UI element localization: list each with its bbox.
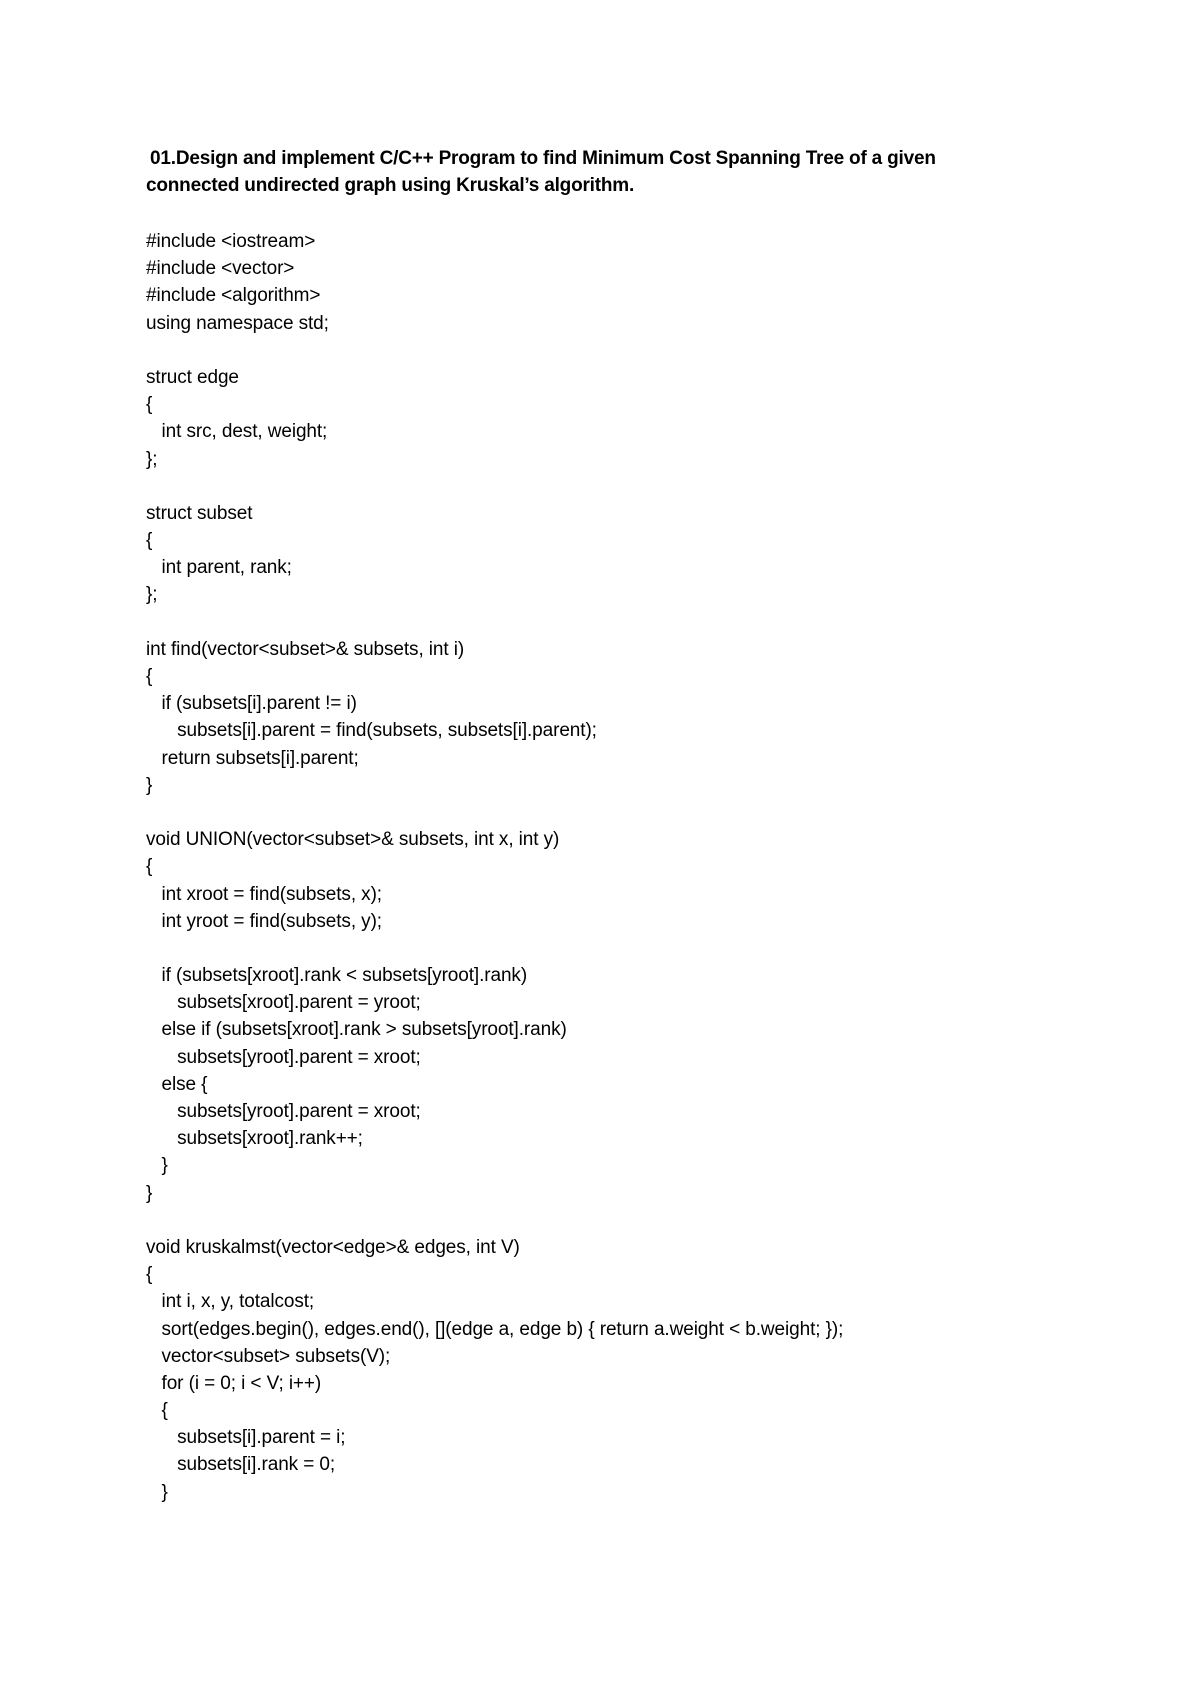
code-line: subsets[xroot].parent = yroot;	[146, 992, 421, 1014]
code-line	[146, 935, 843, 962]
code-block	[146, 228, 843, 1506]
code-line: void kruskalmst(vector<edge>& edges, int V)	[146, 1236, 520, 1258]
code-line: {	[146, 1264, 153, 1286]
code-line: subsets[yroot].parent = xroot;	[146, 1101, 421, 1122]
code-line: vector<subset> subsets(V);	[146, 1345, 391, 1367]
code-line: };	[146, 448, 158, 470]
code-line	[146, 473, 843, 500]
code-line	[146, 609, 843, 636]
code-line: {	[146, 394, 153, 416]
code-line: };	[146, 584, 158, 606]
code-line: int i, x, y, totalcost;	[146, 1291, 315, 1313]
code-line: }	[146, 1155, 168, 1177]
code-line: struct subset	[146, 502, 253, 524]
code-line: subsets[i].rank = 0;	[146, 1454, 336, 1476]
code-line: int src, dest, weight;	[146, 421, 328, 443]
code-line: sort(edges.begin(), edges.end(), [](edge a, edge b) { return a.weight < b.weight; });	[146, 1318, 844, 1340]
title-line-2: connected undirected graph using Kruskal’s algorithm.	[146, 175, 635, 196]
code-line	[146, 1207, 843, 1234]
code-line: {	[146, 530, 153, 552]
code-line: #include <iostream>	[146, 231, 316, 252]
code-line: struct edge	[146, 366, 239, 388]
code-line: else {	[146, 1073, 208, 1095]
code-line: return subsets[i].parent;	[146, 747, 359, 769]
code-line: void UNION(vector<subset>& subsets, int x, int y)	[146, 829, 560, 851]
code-line: {	[146, 1400, 168, 1422]
code-line: if (subsets[i].parent != i)	[146, 693, 357, 715]
code-line: if (subsets[xroot].rank < subsets[yroot].rank)	[146, 965, 528, 987]
code-line: {	[146, 666, 153, 687]
code-line: #include <algorithm>	[146, 285, 321, 307]
code-line: for (i = 0; i < V; i++)	[146, 1372, 322, 1394]
code-line: }	[146, 774, 153, 796]
code-line	[146, 799, 843, 826]
code-line: }	[146, 1481, 168, 1503]
code-line: {	[146, 856, 153, 878]
code-line: int xroot = find(subsets, x);	[146, 883, 382, 905]
code-line: #include <vector>	[146, 258, 295, 280]
code-line: int yroot = find(subsets, y);	[146, 910, 382, 932]
code-line: subsets[yroot].parent = xroot;	[146, 1046, 421, 1068]
code-line: using namespace std;	[146, 312, 329, 334]
code-line: }	[146, 1182, 153, 1204]
title-line-1: 01.Design and implement C/C++ Program to find Minimum Cost Spanning Tree of a given	[150, 148, 936, 169]
code-line	[146, 337, 843, 364]
code-line: else if (subsets[xroot].rank > subsets[yroot].rank)	[146, 1019, 567, 1041]
code-line: int parent, rank;	[146, 557, 292, 579]
code-line: subsets[i].parent = i;	[146, 1427, 346, 1449]
code-line: subsets[xroot].rank++;	[146, 1128, 363, 1150]
code-line: subsets[i].parent = find(subsets, subsets[i].parent);	[146, 720, 597, 742]
document-title	[146, 145, 1076, 199]
code-line: int find(vector<subset>& subsets, int i)	[146, 638, 465, 660]
